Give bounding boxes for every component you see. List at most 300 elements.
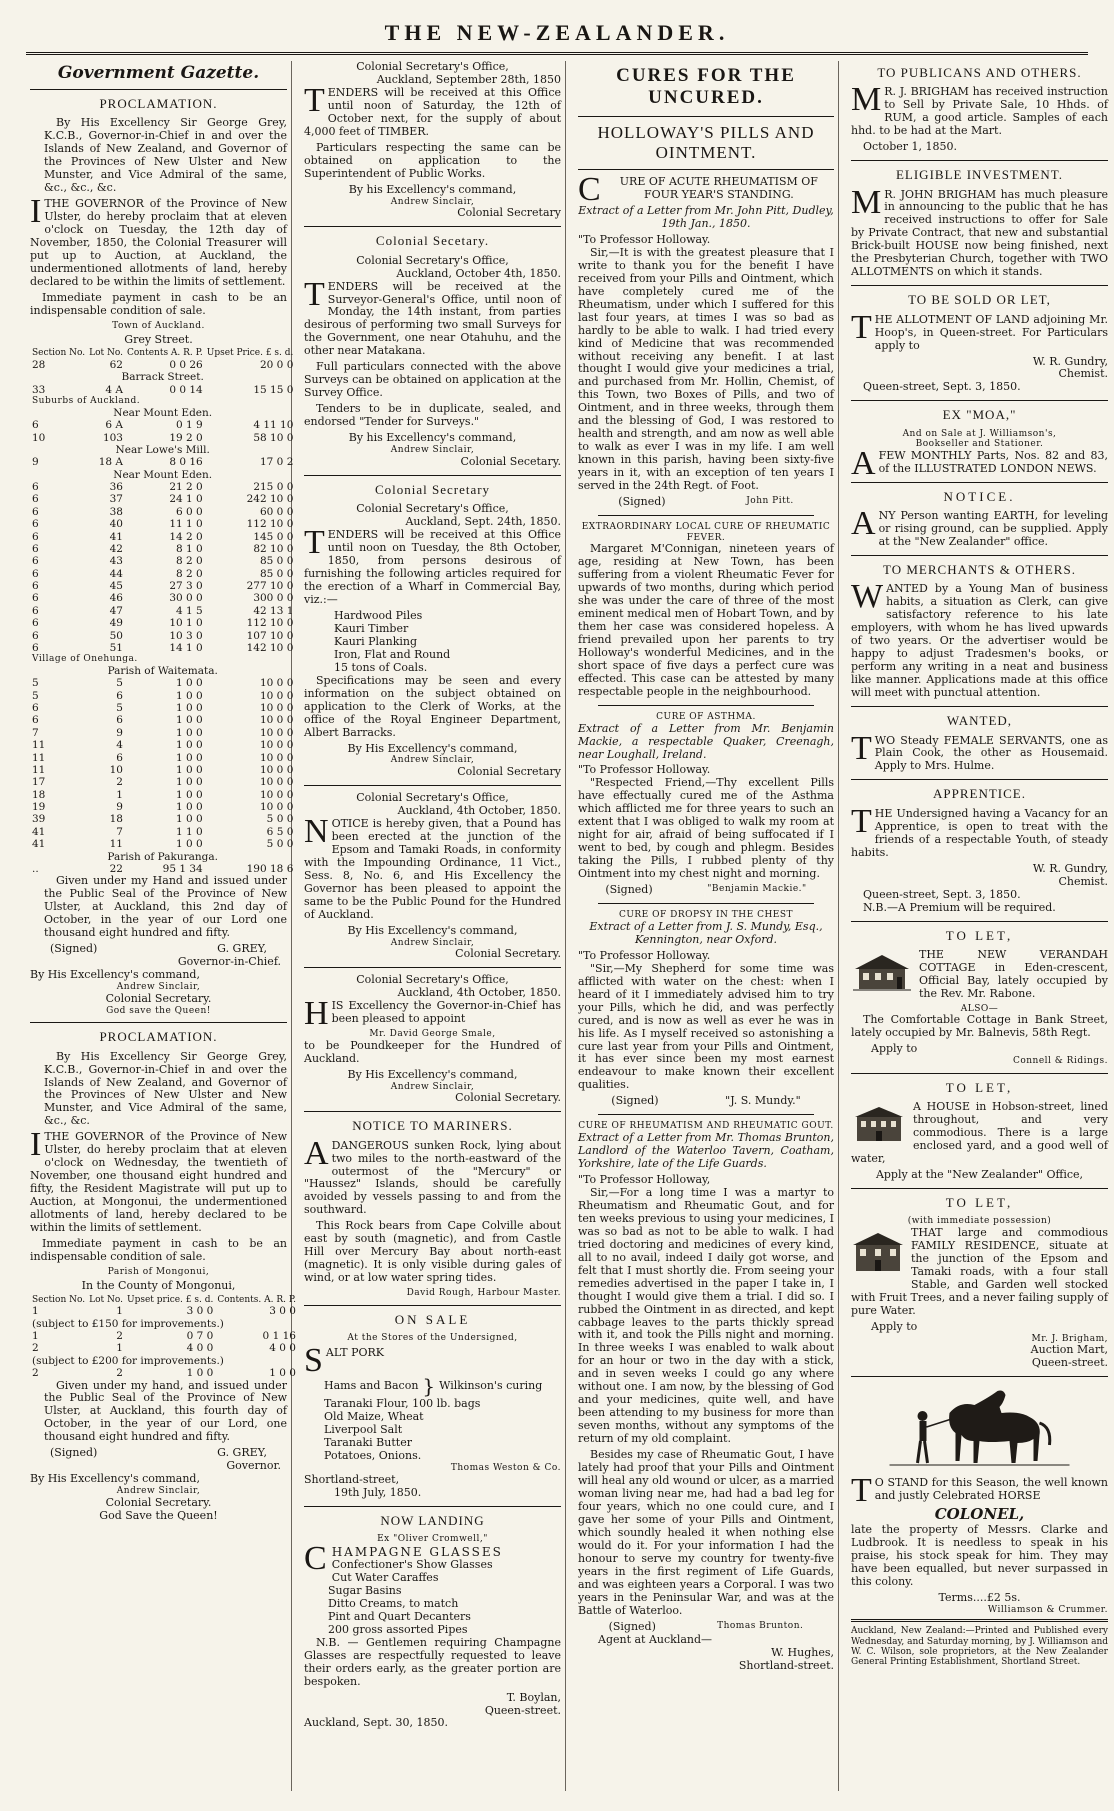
ad-subtitle: And on Sale at J. Williamson's,: [902, 428, 1057, 439]
command-text: By His Excellency's command,: [30, 968, 200, 982]
table-cell: 11: [32, 751, 46, 764]
table-row: [30, 543, 295, 555]
ad-signature: Connell & Ridings.: [1012, 1056, 1108, 1067]
table-row: [30, 776, 295, 788]
table-cell: 42 13 1: [253, 604, 294, 617]
table-cell: 10: [109, 763, 123, 776]
divider: [851, 482, 1108, 483]
section-heading: Suburbs of Auckland.: [32, 396, 141, 407]
list-item: Kauri Planking: [334, 634, 418, 648]
date-line: Auckland, Sept. 24th, 1850.: [405, 515, 561, 529]
table-row: [30, 518, 295, 530]
signed-name: "J. S. Mundy.": [725, 1094, 801, 1108]
table-cell: 19 2 0: [169, 431, 203, 444]
table-cell: 10 0 0: [259, 739, 294, 752]
table-cell: 41: [32, 838, 46, 851]
table-cell: 10 0 0: [259, 751, 294, 764]
table-cell: 21 2 0: [169, 481, 203, 494]
table-cell: 6: [32, 567, 39, 580]
signature: Queen-street.: [484, 1703, 561, 1717]
table-cell: 18: [109, 813, 123, 826]
table-cell: 0 0 14: [169, 383, 203, 396]
table-row: [30, 739, 295, 751]
divider: [30, 1022, 287, 1023]
table-cell: 10 0 0: [259, 726, 294, 739]
ad-subtitle: Ex "Oliver Cromwell,": [377, 1534, 488, 1545]
cure-extract: Extract of a Letter from Mr. Thomas Brunton, Landlord of the Waterloo Tavern, Coatham, Yorkshire, late of the Life Guards.: [578, 1130, 834, 1170]
table-cell: 215 0 0: [253, 481, 294, 494]
table-cell: 6: [116, 751, 123, 764]
table-cell: 42: [109, 542, 123, 555]
table-row: [30, 419, 295, 431]
cure-heading: CURE OF ASTHMA.: [656, 711, 756, 722]
proclamation-title: PROCLAMATION.: [99, 96, 218, 112]
signature-row: [578, 1095, 834, 1108]
table-row: [30, 714, 295, 726]
table-cell: 14 2 0: [169, 530, 203, 543]
table-cell: 10 0 0: [259, 801, 294, 814]
column-header: Lot No.: [89, 348, 123, 359]
divider: [578, 169, 834, 170]
ad-title: ON SALE: [394, 1311, 471, 1327]
table-cell: 6: [32, 505, 39, 518]
list-item: 200 gross assorted Pipes: [328, 1622, 468, 1636]
ad-signature: W. R. Gundry,: [1032, 861, 1108, 875]
landing-head: CHAMPAGNE GLASSES: [304, 1539, 503, 1577]
table-cell: 38: [109, 505, 123, 518]
notice-body: Full particulars connected with the above Surveys can be obtained on application at the Survey Office.: [304, 360, 561, 400]
table-header-row: [30, 1295, 298, 1306]
table-row: [30, 630, 295, 642]
signed-name: G. GREY,: [217, 1446, 267, 1460]
command-text: By his Excellency's command,: [348, 431, 517, 445]
horse-name: COLONEL,: [934, 1505, 1025, 1524]
table-cell: 14 1 0: [169, 641, 203, 654]
table-cell: 5: [32, 689, 39, 702]
table-cell: 95 1 34: [162, 862, 203, 875]
mongonui-table: [30, 1295, 298, 1380]
table-row: [30, 690, 295, 702]
column-header: Upset Price. £ s. d.: [206, 348, 294, 359]
table-cell: 6: [32, 419, 39, 432]
table-cell: 11: [32, 739, 46, 752]
ad-subtitle: At the Stores of the Undersigned,: [347, 1333, 518, 1344]
column-header: Upset price. £ s. d.: [126, 1294, 214, 1305]
table-cell: 10 1 0: [169, 617, 203, 630]
date-line: Auckland, 4th October, 1850.: [397, 804, 561, 818]
table-cell: 27 3 0: [169, 580, 203, 593]
divider: [598, 515, 814, 516]
signed-title: Governor-in-Chief.: [177, 955, 281, 969]
table-cell: 2: [32, 1342, 39, 1355]
masthead: THE NEW-ZEALANDER.: [384, 20, 730, 45]
office-line: Colonial Secretary's Office,: [356, 502, 509, 516]
table-cell: 6: [32, 617, 39, 630]
ad-body: WANTED by a Young Man of business habits, a situation as Clerk, can give satisfactory reference to his late employers, with whom he has lived upwards of two years. Or the advertiser would be happy to adjust Tradesmen's books, or perform any writing in a neat and business like manner. Applications made at this office will meet with punctual attention.: [851, 578, 1108, 700]
table-cell: 1 0 0: [176, 714, 203, 727]
table-cell: 62: [109, 359, 123, 372]
table-cell: 2: [116, 776, 123, 789]
table-cell: 10 3 0: [169, 629, 203, 642]
table-cell: 0 1 9: [176, 419, 203, 432]
proclamation-body: ITHE GOVERNOR of the Province of New Ulster, do hereby proclaim that at eleven o'clock on Wednesday, the twentieth of November, one thousand eight hundred and fifty, the Resident Magistrate will put up to Auction, at Mongonui, the undermentioned allotments of land, hereby declared to be within the limits of settlement.: [30, 1126, 287, 1235]
table-cell: 1 0 0: [186, 1367, 214, 1380]
table-cell: 85 0 0: [259, 567, 294, 580]
table-cell: 10 0 0: [259, 702, 294, 715]
table-row: [30, 580, 295, 592]
table-cell: 4 11 10: [253, 419, 294, 432]
cure-heading: CURE OF DROPSY IN THE CHEST: [618, 910, 794, 921]
brace-label: Wilkinson's curing: [439, 1379, 543, 1393]
notice-body: Particulars respecting the same can be obtained on application to the Superintendent of Public Works.: [304, 140, 561, 180]
sale-place: Shortland-street,: [304, 1472, 400, 1486]
cure-body: "Sir,—My Shepherd for some time was afflicted with water on the chest: when I heard of it I immediately advised him to try your Pills, which he did, and was perfectly cured, and is now as well as ever he was in his life. As I myself received so astonishing a cure last year from your Pills and Ointment, it has ever since been my most earnest endeavour to make known their excellent qualities.: [578, 961, 834, 1092]
secretary-name: Andrew Sinclair,: [116, 1486, 201, 1497]
god-save: God save the Queen!: [106, 1005, 211, 1016]
divider: [851, 921, 1108, 922]
sale-item: Old Maize, Wheat: [324, 1410, 424, 1424]
table-cell: 15 15 0: [253, 383, 294, 396]
ad-title: TO LET,: [945, 1194, 1014, 1210]
sale-brace-row: [304, 1375, 561, 1399]
table-cell: 4 A: [105, 383, 123, 396]
divider: [304, 1305, 561, 1306]
table-cell: 5 0 0: [266, 838, 294, 851]
cure-heading: CURE OF RHEUMATISM AND RHEUMATIC GOUT.: [578, 1121, 834, 1132]
table-cell: 6: [32, 580, 39, 593]
table-cell: 44: [109, 567, 123, 580]
imprint-footer: Auckland, New Zealand:—Printed and Published every Wednesday, and Saturday morning, by J. Williamson and W. C. Wilson, sole proprietors, at the New Zealander General Printing Establishment, Shortland Street.: [851, 1626, 1108, 1668]
ad-body: THAT large and commodious FAMILY RESIDENCE, situate at the junction of the Epsom and Tamaki roads, with a four stall Stable, and Garden well stocked with Fruit Trees, and a never failing supply of pure Water.: [851, 1225, 1108, 1317]
table-cell: 145 0 0: [253, 530, 294, 543]
table-cell: 43: [109, 555, 123, 568]
cure-body: "Respected Friend,—Thy excellent Pills have effectually cured me of the Asthma which afflicted me for three years to such an extent that I was obliged to walk my room at night for air, afraid of being suffocated if I went to bed, by cough and phlegm. Besides taking the Pills, I rubbed plenty of thy Ointment into my chest night and morning.: [578, 776, 834, 881]
secretary-title: Colonial Secretary: [457, 765, 561, 779]
command-text: By His Excellency's command,: [30, 1472, 200, 1486]
table-cell: 5: [116, 677, 123, 690]
ad-body: MR. J. BRIGHAM has received instruction to Sell by Private Sale, 10 Hhds. of RUM, a good article. Samples of each hhd. to be had at the Mart.: [851, 81, 1108, 138]
list-item: Pint and Quart Decanters: [328, 1609, 471, 1623]
secretary-name: Andrew Sinclair,: [390, 445, 475, 456]
table-cell: 47: [109, 604, 123, 617]
ad-body: TO STAND for this Season, the well known and justly Celebrated HORSE: [851, 1472, 1108, 1510]
table-cell: 2: [116, 1367, 123, 1380]
divider: [304, 1506, 561, 1507]
table-cell: 1 0 0: [176, 739, 203, 752]
table-row: [30, 1330, 298, 1342]
notice-body: TENDERS will be received at this Office until noon on Tuesday, the 8th October, 1850, from persons desirous of furnishing the following articles required for the erection of a Wharf in Commercial Bay, viz.:—: [304, 524, 561, 606]
signed-label: (Signed): [605, 883, 653, 897]
ad-title: NOW LANDING: [380, 1512, 485, 1528]
divider: [30, 89, 287, 90]
item-list: [304, 610, 561, 675]
column-2: [300, 61, 566, 1791]
cure-heading: CURE OF ACUTE RHEUMATISM OF FOUR YEAR'S STANDING.: [578, 170, 818, 208]
ad-title: APPRENTICE.: [933, 786, 1026, 802]
table-cell: 6: [32, 592, 39, 605]
ad-signature: Auction Mart,: [1030, 1343, 1108, 1357]
god-save: God Save the Queen!: [99, 1508, 218, 1522]
notice-body: Tenders to be in duplicate, sealed, and endorsed "Tender for Surveys.": [304, 402, 561, 429]
notice-body: TENDERS will be received at the Surveyor-General's Office, until noon of Monday, the 14th instant, from parties desirous of performing two small Surveys for the Government, one near Otahuhu, and the other near Matakana.: [304, 275, 561, 358]
table-row: [30, 481, 295, 493]
signed-name: "Benjamin Mackie.": [707, 884, 807, 895]
cure-body: Sir,—For a long time I was a martyr to Rheumatism and Rheumatic Gout, and for ten weeks previous to using your medicines, I was so bad as not to be able to walk. I had tried doctoring and medicines of every kind, all to no avail, indeed I daily got worse, and felt that I must shortly die. From seeing your remedies advertised in the paper I take in, I thought I would give them a trial. I did so. I rubbed the Ointment in as directed, and kept cabbage leaves to the parts thickly spread with it, and took the Pills night and morning. In three weeks I was enabled to walk about for an hour or two in the day with a stick, and in seven weeks I could go any where without one. I am now, by the blessing of God and your medicines, quite well, and have been attending to my business for more than seven months, without any symptoms of the return of my old complaint.: [578, 1185, 834, 1446]
divider: [304, 1111, 561, 1112]
table-cell: 10 0 0: [259, 714, 294, 727]
table-row: [30, 838, 295, 850]
sale-item: SALT PORK: [304, 1341, 385, 1379]
table-cell: 4 1 5: [176, 604, 203, 617]
signature-row: [578, 496, 834, 509]
divider: [304, 967, 561, 968]
column-header: Lot No.: [89, 1294, 123, 1305]
appointee-name: Mr. David George Smale,: [369, 1029, 496, 1040]
lots-body: [30, 419, 295, 444]
section-heading: Grey Street.: [124, 332, 193, 346]
ad-signature: Chemist.: [1058, 367, 1108, 381]
table-row: [30, 568, 295, 580]
table-cell: 6 0 0: [176, 505, 203, 518]
signed-label: (Signed): [50, 1446, 98, 1460]
cure-salutation: "To Professor Holloway.: [578, 763, 711, 777]
column-3: [574, 61, 839, 1791]
secretary-name: Andrew Sinclair,: [390, 937, 475, 948]
divider: [598, 903, 814, 904]
sale-item: Hams and Bacon: [324, 1379, 419, 1393]
lots-body: [30, 677, 295, 850]
table-cell: 0 0 26: [169, 359, 203, 372]
table-cell: 49: [109, 617, 123, 630]
table-cell: ..: [32, 862, 39, 875]
column-1: [26, 61, 296, 1791]
cure-body: Besides my case of Rheumatic Gout, I have lately had proof that your Pills and Ointment will heal any old wound or ulcer, as a married woman living near me, had had a bad leg for four years, which no one could cure, and I gave her some of your Pills and Ointment, which soundly healed it when nothing else would do it. For your information I had the honour to serve my country for twenty-five years in the first regiment of Life Guards, and was eighteen years a Corporal. I was two years in the Peninsular War, and was at the Battle of Waterloo.: [578, 1448, 834, 1617]
signature: David Rough, Harbour Master.: [406, 1288, 561, 1299]
house-illustration: [851, 951, 913, 995]
divider: [304, 785, 561, 786]
column-header: Contents A. R. P.: [126, 348, 203, 359]
table-row: [30, 1367, 298, 1379]
given-text: Given under my Hand and issued under the Public Seal of the Province of New Ulster, at Auckland, this 2nd day of October, in the year of our Lord one thousand eight hundred and fifty.: [44, 874, 287, 940]
table-cell: 5: [32, 677, 39, 690]
table-row: [30, 764, 295, 776]
cure-salutation: "To Professor Holloway.: [578, 948, 711, 962]
divider: [851, 1188, 1108, 1189]
cure-salutation: "To Professor Holloway.: [578, 232, 711, 246]
section-heading: Parish of Pakuranga.: [107, 850, 218, 863]
table-cell: 1 0 0: [269, 1367, 296, 1380]
sale-date: 19th July, 1850.: [334, 1485, 422, 1499]
table-cell: 40: [109, 518, 123, 531]
ad-title: TO MERCHANTS & OTHERS.: [883, 562, 1076, 578]
house-illustration: [851, 1229, 905, 1277]
command-text: By His Excellency's command,: [347, 923, 518, 937]
table-row: [30, 555, 295, 567]
table-row: [30, 432, 295, 444]
table-cell: 1: [32, 1330, 39, 1343]
table-cell: 24 1 0: [169, 493, 203, 506]
cure-extract: Extract of a Letter from J. S. Mundy, Esq., Kennington, near Oxford.: [589, 919, 823, 946]
section-heading: In the County of Mongonui,: [81, 1278, 236, 1292]
table-row: [30, 592, 295, 604]
table-cell: 8 2 0: [176, 567, 203, 580]
ad-title: NOTICE.: [943, 488, 1016, 504]
cure-extract: Extract of a Letter from Mr. Benjamin Mackie, a respectable Quaker, Creenagh, near Loughall, Ireland.: [578, 721, 834, 761]
notice-body: N.B. — Gentlemen requiring Champagne Glasses are respectfully requested to leave their orders early, as the greater portion are bespoken.: [304, 1635, 561, 1688]
table-cell: 0 1 16: [262, 1330, 296, 1343]
divider: [851, 555, 1108, 556]
table-cell: 18 A: [98, 456, 123, 469]
secretary-title: Colonial Secretary.: [455, 1091, 561, 1105]
table-header-row: [30, 348, 295, 359]
notice-body: HIS Excellency the Governor-in-Chief has been pleased to appoint: [304, 995, 561, 1033]
notice-body: This Rock bears from Cape Colville about east by south (magnetic), and from Castle Hill over Mercury Bay about north-east (magnetic). It is only visible during gales of wind, or at low water spring tides.: [304, 1219, 561, 1285]
table-cell: 10 0 0: [259, 677, 294, 690]
table-row: [30, 789, 295, 801]
table-cell: 10 0 0: [259, 689, 294, 702]
agent-line: Agent at Auckland—: [598, 1632, 713, 1646]
secretary-name: Andrew Sinclair,: [116, 982, 201, 993]
landing-list: [304, 1559, 561, 1637]
notice-title: Colonial Secretary: [374, 481, 491, 497]
divider: [851, 400, 1108, 401]
proclamation-body: ITHE GOVERNOR of the Province of New Ulster, do hereby proclaim that at eleven o'clock on Tuesday, the 12th day of November, 1850, the Colonial Treasurer will put up to Auction, at Auckland, the undermentioned allotments of land, hereby declared to be within the limits of settlement.: [30, 193, 287, 288]
ad-body: THE Undersigned having a Vacancy for an Apprentice, is open to treat with the friends of a respectable Youth, of steady habits.: [851, 802, 1108, 859]
cure-extract: Extract of a Letter from Mr. John Pitt, Dudley, 19th Jan., 1850.: [578, 203, 834, 230]
ad-date: October 1, 1850.: [863, 140, 958, 154]
table-cell: 0 7 0: [186, 1330, 214, 1343]
section-heading: Village of Onehunga.: [32, 654, 138, 665]
table-row: [30, 456, 295, 468]
section-heading: Parish of Waitemata.: [107, 664, 218, 677]
table-cell: 1 0 0: [176, 776, 203, 789]
ad-signature: Queen-street.: [1031, 1356, 1108, 1370]
signed-name: Thomas Brunton.: [717, 1620, 804, 1631]
ad-date: Queen-street, Sept. 3, 1850.: [863, 380, 1021, 394]
table-cell: 6: [32, 481, 39, 494]
divider: [598, 705, 814, 706]
table-cell: 7: [32, 726, 39, 739]
secretary-title: Colonial Secretary.: [105, 991, 212, 1005]
date-line: Auckland, September 28th, 1850: [376, 72, 561, 86]
divider: [304, 226, 561, 227]
table-cell: 1 0 0: [176, 801, 203, 814]
table-row: [30, 702, 295, 714]
table-cell: 4 0 0: [269, 1342, 296, 1355]
signed-name: G. GREY,: [217, 942, 267, 956]
notice-body: NOTICE is hereby given, that a Pound has been erected at the junction of the Epsom and Tamaki Roads, in conformity with the Impounding Ordinance, 11 Vict., Sess. 8, No. 6, and His Excellency the Governor has been pleased to appoint the same to be the Public Pound for the Hundred of Auckland.: [304, 812, 561, 921]
table-cell: 300 0 0: [253, 592, 294, 605]
ad-body: ANY Person wanting EARTH, for leveling or rising ground, can be supplied. Apply at the "New Zealander" office.: [851, 505, 1108, 549]
column-header: Section No.: [32, 1294, 86, 1305]
office-line: Colonial Secretary's Office,: [356, 253, 509, 267]
secretary-title: Colonial Secretary.: [455, 947, 561, 961]
ad-headline: CURES FOR THE UNCURED.: [616, 65, 796, 109]
list-item: Ditto Creams, to match: [328, 1596, 459, 1610]
proclamation-payment: Immediate payment in cash to be an indispensable condition of sale.: [30, 290, 287, 317]
table-cell: 8 2 0: [176, 555, 203, 568]
signed-label: (Signed): [618, 495, 666, 509]
lots-body: [30, 456, 295, 468]
table-cell: 1 0 0: [176, 813, 203, 826]
ad-title: TO BE SOLD OR LET,: [908, 292, 1051, 308]
table-cell: 6: [32, 714, 39, 727]
table-row: [30, 384, 295, 396]
date-line: Auckland, 4th October, 1850.: [397, 986, 561, 1000]
table-row: [30, 642, 295, 654]
table-cell: 51: [109, 641, 123, 654]
ad-body: THE NEW VERANDAH COTTAGE in Eden-crescent, Official Bay, lately occupied by the Rev. Mr. Rabone.: [919, 947, 1108, 1000]
table-cell: 1: [116, 1305, 123, 1318]
cure-body: Margaret M'Connigan, nineteen years of age, residing at New Town, has been suffering from a violent Rheumatic Fever for upwards of two months, during which period she was under the care of three of the most eminent medical men of Hobart Town, and by them her case was considered hopeless. A friend prevailed upon her parents to try Holloway's wonderful Medicines, and in the short space of five days a perfect cure was effected. This case can be attested by many respectable people in the neighbourhood.: [578, 542, 834, 698]
table-cell: 190 18 6: [246, 862, 294, 875]
table-cell: 1 1 0: [176, 825, 203, 838]
table-cell: 41: [109, 530, 123, 543]
divider: [851, 160, 1108, 161]
notice-body: TENDERS will be received at this Office until noon of Saturday, the 12th of October next, for the supply of about 4,000 feet of TIMBER.: [304, 81, 561, 138]
date-line: Auckland, October 4th, 1850.: [396, 266, 561, 280]
divider: [304, 475, 561, 476]
divider: [851, 706, 1108, 707]
table-note: (subject to £150 for improvements.): [32, 1317, 224, 1330]
table-cell: 46: [109, 592, 123, 605]
agent-street: Shortland-street.: [738, 1658, 834, 1672]
ad-title: ELIGIBLE INVESTMENT.: [895, 167, 1064, 183]
table-cell: 1: [116, 1342, 123, 1355]
sale-item: Potatoes, Onions.: [324, 1449, 422, 1463]
ad-note: Apply to: [871, 1042, 918, 1056]
signature-row: [578, 884, 834, 897]
table-cell: 17: [32, 776, 46, 789]
notice-body: ADANGEROUS sunken Rock, lying about two miles to the north-eastward of the outermost of the "Mercury" or "Haussez" Islands, should be carefully avoided by vessels passing to and from the southward.: [304, 1134, 561, 1217]
table-cell: 9: [116, 801, 123, 814]
divider: [598, 1114, 814, 1115]
table-cell: 107 10 0: [246, 629, 294, 642]
table-cell: 112 10 0: [246, 617, 294, 630]
brace-glyph: }: [422, 1373, 436, 1398]
command-text: By His Excellency's command,: [347, 1067, 518, 1081]
ad-title: TO LET,: [945, 927, 1014, 943]
table-cell: 103: [102, 431, 123, 444]
table-cell: 17 0 2: [259, 456, 294, 469]
table-row: [30, 752, 295, 764]
office-line: Colonial Secretary's Office,: [356, 791, 509, 805]
signed-label: (Signed): [50, 942, 98, 956]
footer-rule: [851, 1619, 1108, 1622]
cure-heading: EXTRAORDINARY LOCAL CURE OF RHEUMATIC FEVER.: [581, 522, 831, 543]
horse-illustration: [851, 1383, 1108, 1477]
office-line: Colonial Secretary's Office,: [356, 973, 509, 987]
columns: [26, 60, 1108, 1791]
table-cell: 6: [32, 604, 39, 617]
table-cell: 10 0 0: [259, 763, 294, 776]
table-cell: 20 0 0: [259, 359, 294, 372]
table-cell: 50: [109, 629, 123, 642]
list-item: Confectioner's Show Glasses: [331, 1557, 493, 1571]
table-cell: 6 A: [105, 419, 123, 432]
section-heading: Barrack Street.: [121, 371, 204, 384]
table-cell: 45: [109, 580, 123, 593]
sale-list: [304, 1398, 561, 1463]
notice-title: NOTICE TO MARINERS.: [352, 1118, 513, 1134]
table-cell: 10 0 0: [259, 788, 294, 801]
signed-label: (Signed): [611, 1094, 659, 1108]
proclamation-title: PROCLAMATION.: [99, 1029, 218, 1045]
ad-note: ALSO—: [960, 1003, 999, 1014]
table-cell: 1 0 0: [176, 763, 203, 776]
table-cell: 30 0 0: [169, 592, 203, 605]
divider: [851, 1073, 1108, 1074]
